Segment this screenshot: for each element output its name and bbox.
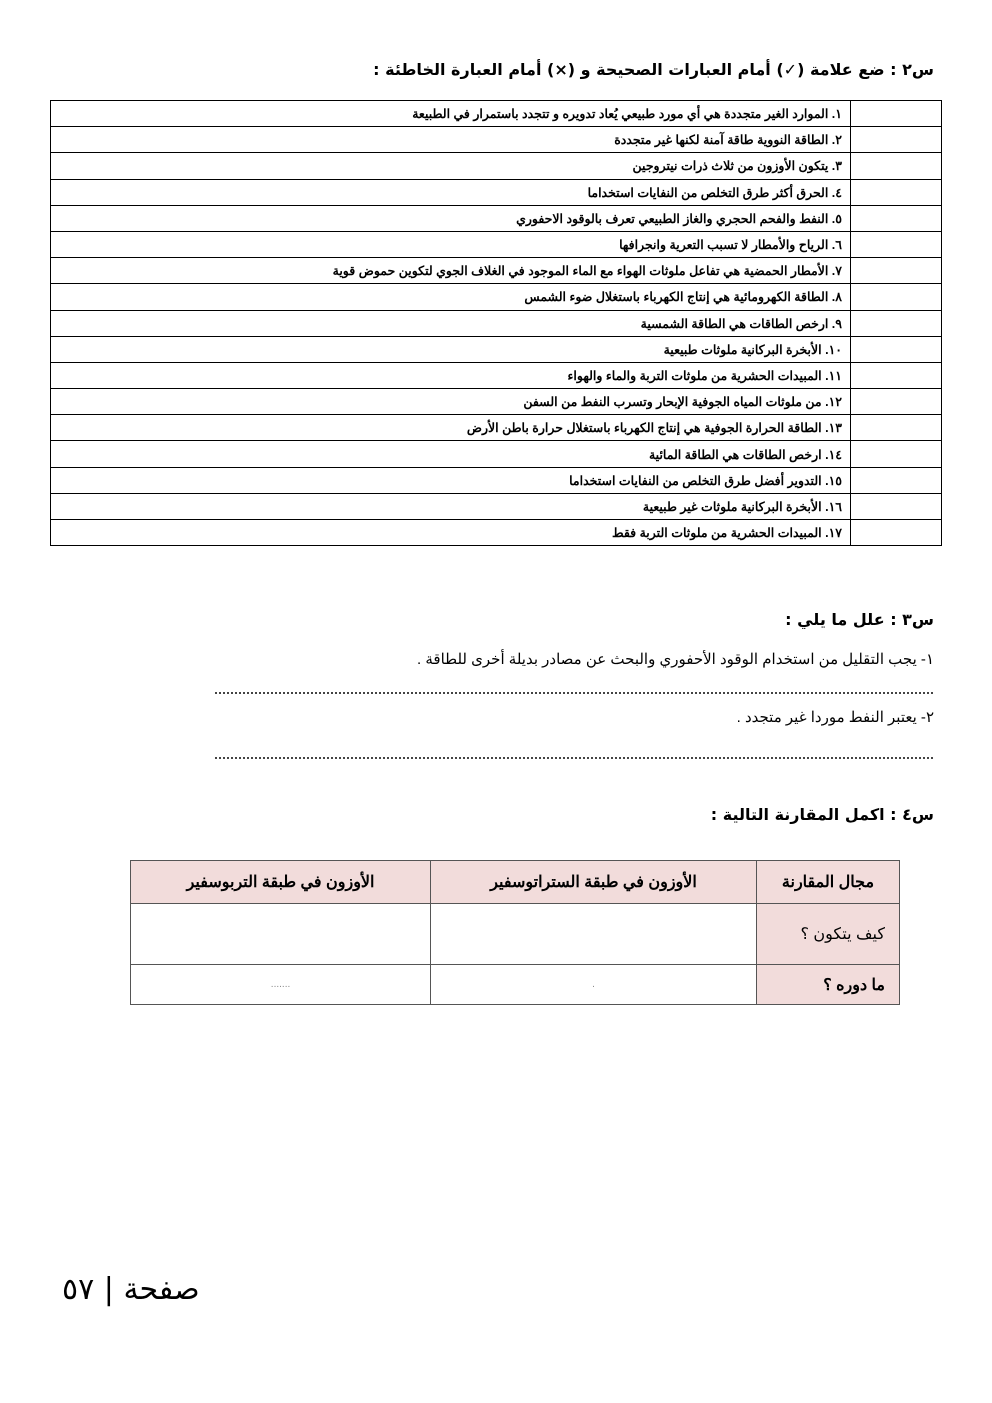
answer-mark-cell[interactable] [851, 362, 942, 388]
statement-text: ٦. الرياح والأمطار لا تسبب التعرية وانجرافها [51, 231, 851, 257]
answer-mark-cell[interactable] [851, 205, 942, 231]
question-4-title: س٤ : اكمل المقارنة التالية : [710, 805, 934, 824]
statement-text: ١٢. من ملوثات المياه الجوفية الإبحار وتسرب النفط من السفن [51, 389, 851, 415]
answer-mark-cell[interactable] [851, 310, 942, 336]
statement-text: ١٣. الطاقة الحرارة الجوفية هي إنتاج الكهرباء باستغلال حرارة باطن الأرض [51, 415, 851, 441]
statement-text: ٩. ارخص الطاقات هي الطاقة الشمسية [51, 310, 851, 336]
answer-mark-cell[interactable] [851, 493, 942, 519]
statement-row [51, 127, 942, 153]
answer-mark-cell[interactable] [851, 284, 942, 310]
row-label: ما دوره ؟ [757, 965, 900, 1005]
statement-row [51, 205, 942, 231]
q3-item-2: ٢- يعتبر النفط موردا غير متجدد . [736, 709, 934, 726]
page-footer [62, 1272, 200, 1307]
answer-mark-cell[interactable] [851, 336, 942, 362]
answer-cell[interactable] [131, 904, 431, 965]
answer-cell[interactable]: ....... [131, 965, 431, 1005]
statement-row [51, 153, 942, 179]
comparison-table [130, 860, 900, 1005]
statement-text: ٥. النفط والفحم الحجري والغاز الطبيعي تعرف بالوقود الاحفوري [51, 205, 851, 231]
statement-row [51, 284, 942, 310]
header-comparison-field: مجال المقارنة [757, 861, 900, 904]
comparison-header-row [131, 861, 900, 904]
answer-mark-cell[interactable] [851, 231, 942, 257]
statement-text: ١٤. ارخص الطاقات هي الطاقة المائية [51, 441, 851, 467]
statement-row [51, 310, 942, 336]
question-2-title: س٢ : ضع علامة (✓) أمام العبارات الصحيحة و (×) أمام العبارة الخاطئة : [373, 60, 934, 79]
page-label: صفحة [123, 1272, 200, 1307]
answer-line-2[interactable] [215, 757, 933, 759]
comparison-row [131, 965, 900, 1005]
statement-row [51, 101, 942, 127]
statement-row [51, 179, 942, 205]
statement-text: ٢. الطاقة النووية طاقة آمنة لكنها غير متجددة [51, 127, 851, 153]
answer-mark-cell[interactable] [851, 520, 942, 546]
header-troposphere: الأوزون في طبقة التربوسفير [131, 861, 431, 904]
statement-row [51, 441, 942, 467]
answer-mark-cell[interactable] [851, 415, 942, 441]
statement-text: ١٥. التدوير أفضل طرق التخلص من النفايات استخداما [51, 467, 851, 493]
statement-text: ١٠. الأبخرة البركانية ملوثات طبيعية [51, 336, 851, 362]
statement-text: ١٧. المبيدات الحشرية من ملوثات التربة فقط [51, 520, 851, 546]
statement-text: ٤. الحرق أكثر طرق التخلص من النفايات استخداما [51, 179, 851, 205]
answer-line-1[interactable] [215, 692, 933, 694]
statement-text: ٧. الأمطار الحمضية هي تفاعل ملوثات الهواء مع الماء الموجود في الغلاف الجوي لتكوين حموض قوية [51, 258, 851, 284]
q3-item-1: ١- يجب التقليل من استخدام الوقود الأحفوري والبحث عن مصادر بديلة أخرى للطاقة . [417, 651, 934, 668]
answer-mark-cell[interactable] [851, 153, 942, 179]
row-label: كيف يتكون ؟ [757, 904, 900, 965]
comparison-row [131, 904, 900, 965]
answer-cell[interactable]: . [431, 965, 757, 1005]
statement-row [51, 231, 942, 257]
page-number: ٥٧ [62, 1272, 95, 1307]
statement-row [51, 362, 942, 388]
answer-mark-cell[interactable] [851, 179, 942, 205]
statement-row [51, 493, 942, 519]
answer-mark-cell[interactable] [851, 441, 942, 467]
statement-text: ٨. الطاقة الكهرومائية هي إنتاج الكهرباء باستغلال ضوء الشمس [51, 284, 851, 310]
statement-row [51, 389, 942, 415]
statement-row [51, 520, 942, 546]
answer-cell[interactable] [431, 904, 757, 965]
answer-mark-cell[interactable] [851, 127, 942, 153]
question-3-title: س٣ : علل ما يلي : [785, 610, 934, 629]
footer-separator: | [103, 1272, 114, 1307]
answer-mark-cell[interactable] [851, 101, 942, 127]
statement-text: ١. الموارد الغير متجددة هي أي مورد طبيعي يُعاد تدويره و تتجدد باستمرار في الطبيعة [51, 101, 851, 127]
answer-mark-cell[interactable] [851, 258, 942, 284]
statement-row [51, 336, 942, 362]
statement-text: ١١. المبيدات الحشرية من ملوثات التربة والماء والهواء [51, 362, 851, 388]
answer-mark-cell[interactable] [851, 389, 942, 415]
statement-row [51, 415, 942, 441]
statement-text: ٣. يتكون الأوزون من ثلاث ذرات نيتروجين [51, 153, 851, 179]
statement-row [51, 258, 942, 284]
header-stratosphere: الأوزون في طبقة الستراتوسفير [431, 861, 757, 904]
answer-mark-cell[interactable] [851, 467, 942, 493]
true-false-table [50, 100, 942, 546]
statement-row [51, 467, 942, 493]
statement-text: ١٦. الأبخرة البركانية ملوثات غير طبيعية [51, 493, 851, 519]
